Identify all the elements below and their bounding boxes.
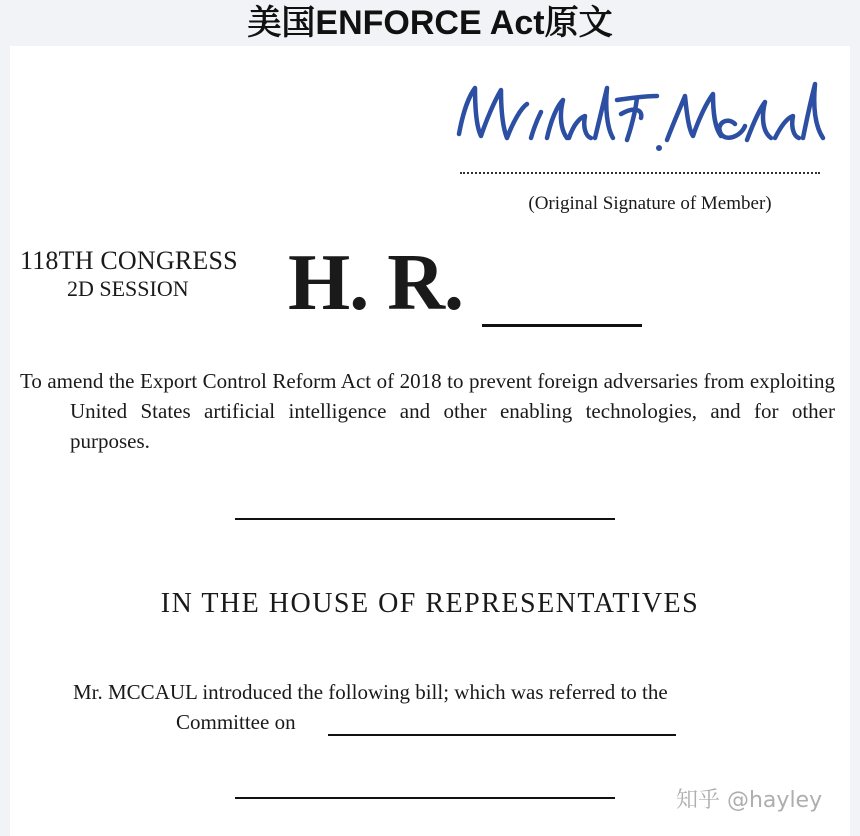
bill-purpose: To amend the Export Control Reform Act of 2018 to prevent foreign adversaries from exploiting United States artificial intelligence and other enabling technologies, and for other purposes. [20, 369, 835, 453]
session-label: 2D SESSION [67, 276, 189, 301]
congress-label: 118TH CONGRESS [20, 246, 238, 275]
banner-title: 美国ENFORCE Act原文 [247, 4, 613, 42]
member-signature [445, 66, 835, 162]
introduction-line: Mr. MCCAUL introduced the following bill; which was referred to the [73, 680, 668, 704]
bill-designation: H. R. [288, 239, 463, 327]
bill-number-blank [482, 324, 642, 327]
chamber-heading: IN THE HOUSE OF REPRESENTATIVES [160, 588, 700, 619]
watermark: 知乎 @hayley [676, 788, 823, 813]
divider-rule [235, 797, 615, 799]
signature-caption: (Original Signature of Member) [528, 193, 772, 214]
signature-line [460, 172, 820, 174]
committee-blank [328, 734, 676, 736]
divider-rule [235, 518, 615, 520]
committee-line: Committee on [176, 710, 296, 734]
